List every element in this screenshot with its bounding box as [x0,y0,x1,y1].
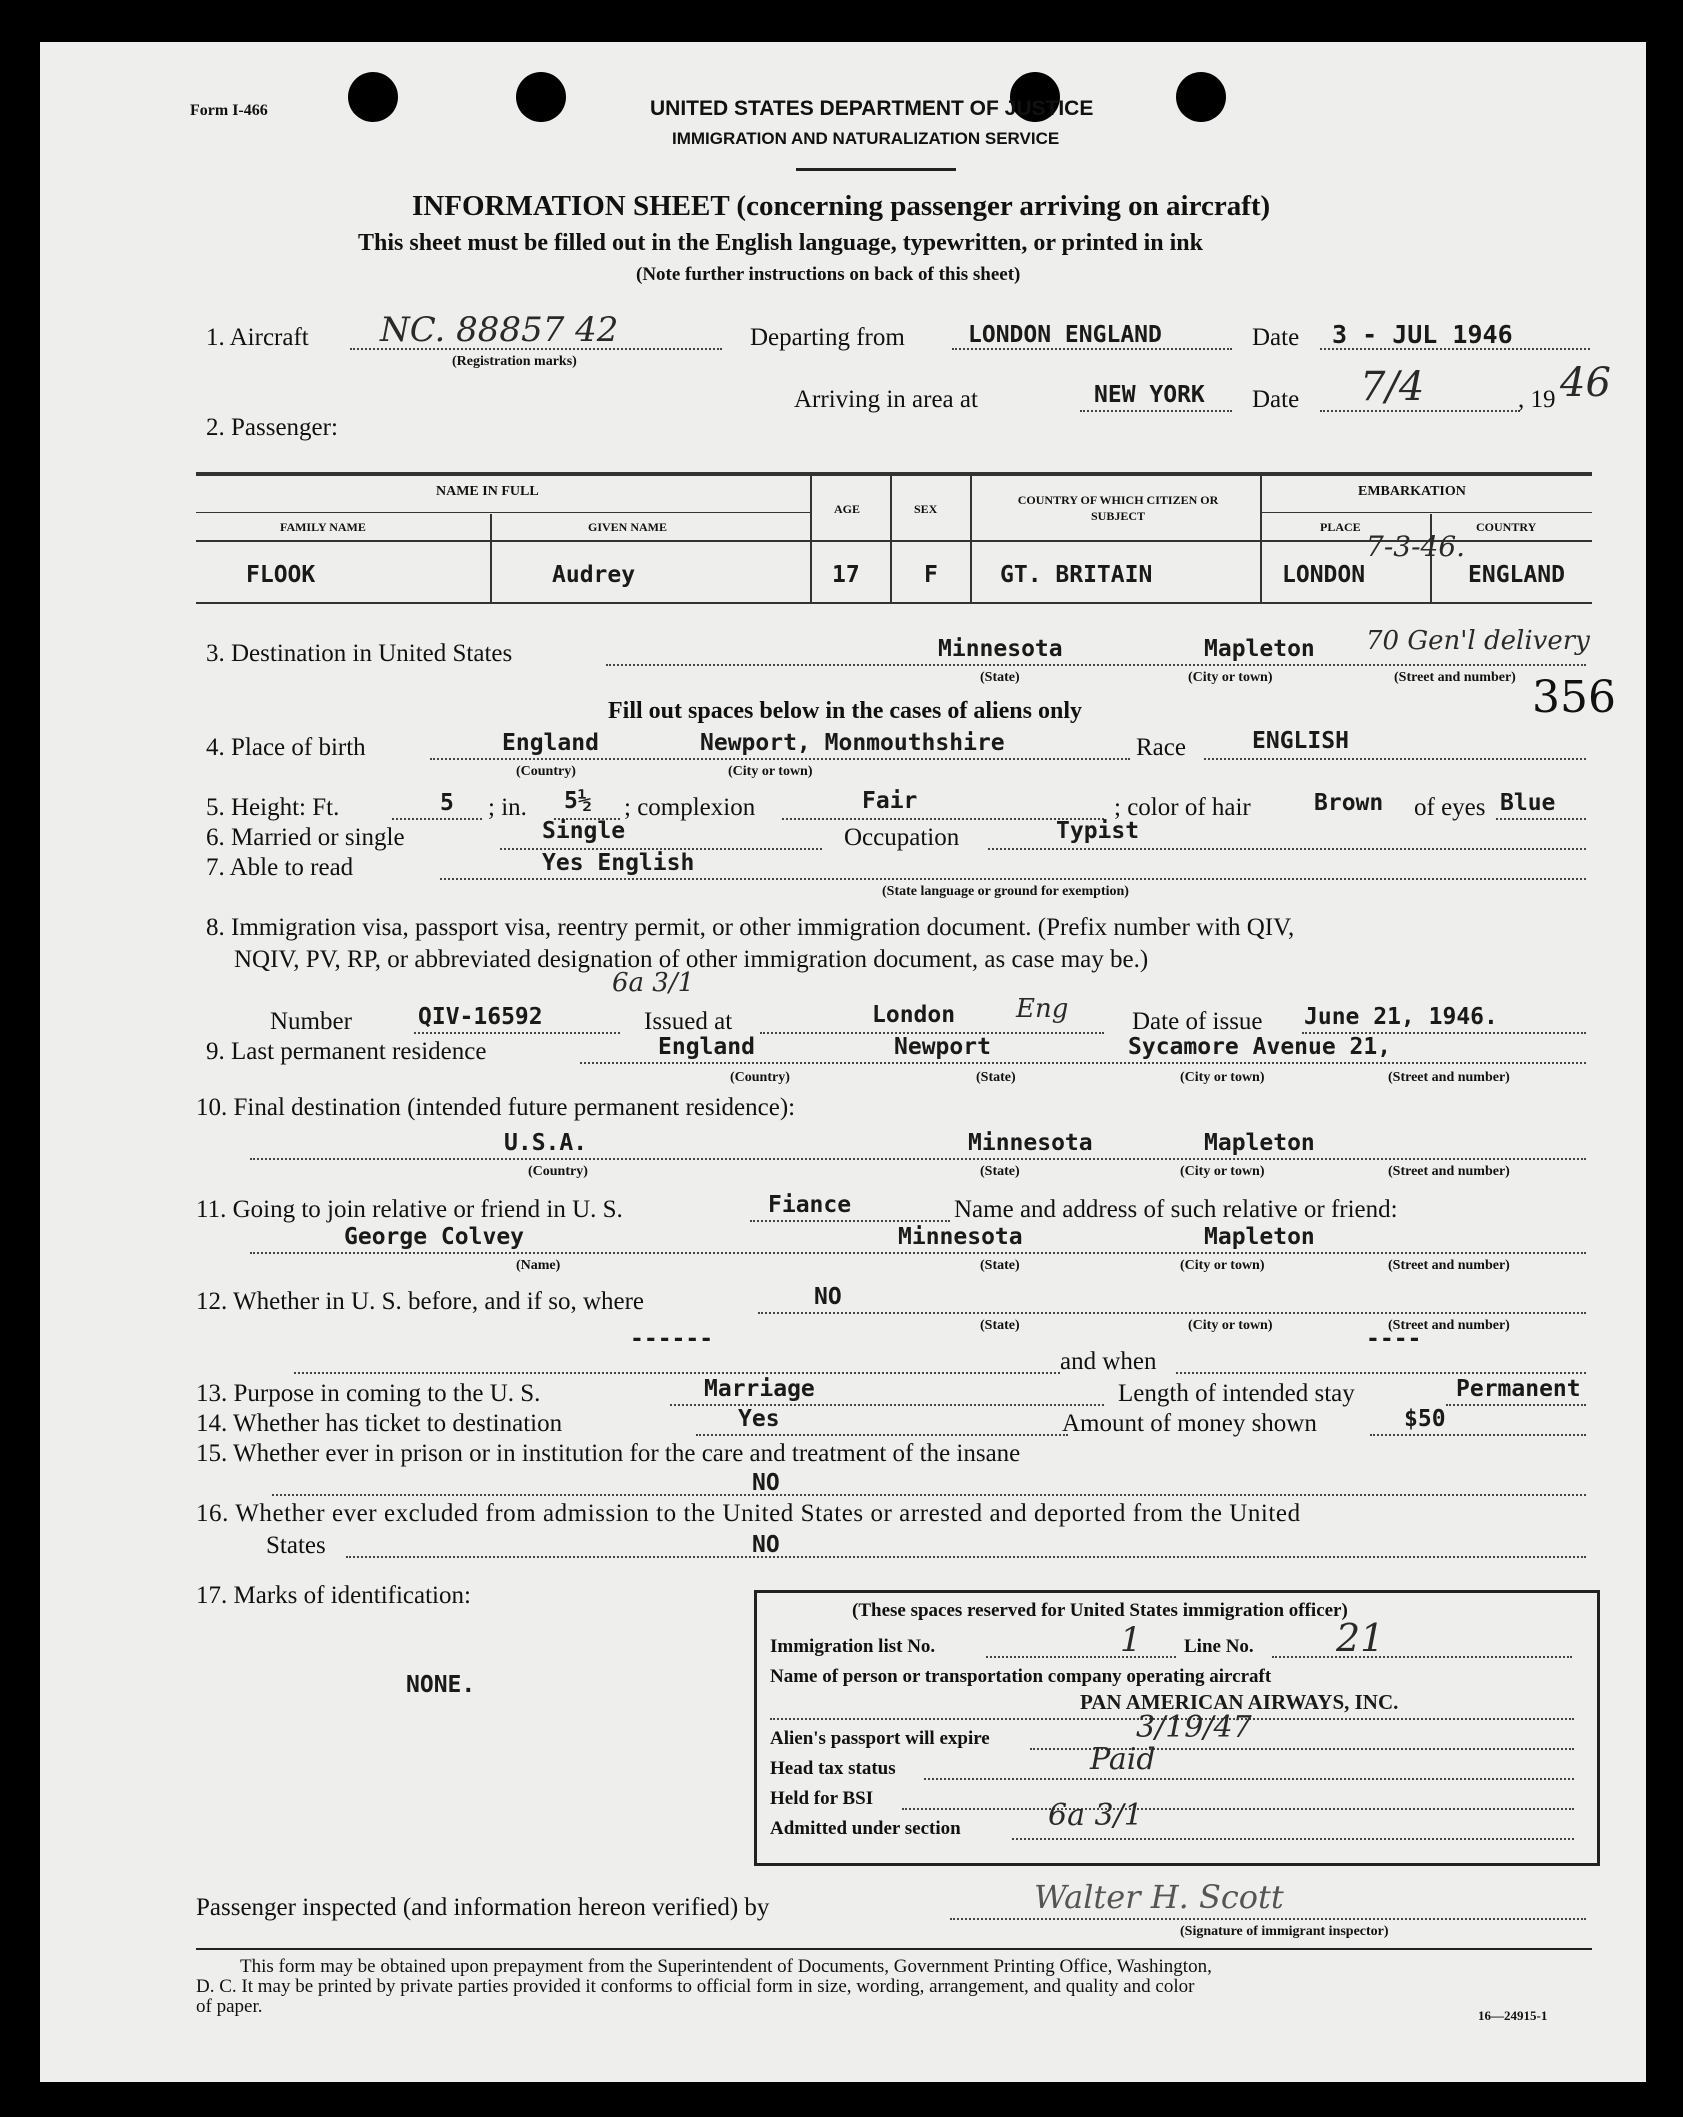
header-rule [796,168,956,171]
previous-visit-value: NO [814,1284,842,1310]
list-value: 1 [1120,1620,1142,1660]
visa-issued-hand: Eng [1016,994,1069,1024]
table-emb-subheader-rule [1262,512,1592,513]
section-line [1012,1838,1574,1840]
embarkation-date-handwritten: 7-3-46. [1366,530,1466,563]
street-caption: (Street and number) [1394,670,1516,685]
passenger-label: 2. Passenger: [206,414,338,441]
state-caption: (State) [980,670,1020,685]
footer-line3: of paper. [196,1996,263,2017]
visa-label-line1: 8. Immigration visa, passport visa, reentry permit, or other immigration document. (Prefix number with QIV, [206,914,1295,941]
arriving-line [1080,410,1232,412]
punch-hole [1176,72,1226,122]
punch-hole [348,72,398,122]
header-emb-country: COUNTRY [1476,520,1537,534]
eyes-value: Blue [1500,790,1556,816]
destination-line [606,664,1586,666]
residence-line [580,1062,1586,1064]
visa-issued-label: Issued at [644,1008,733,1035]
relative-city-caption: (City or town) [1180,1258,1265,1273]
final-country: U.S.A. [504,1130,588,1156]
relative-line [250,1252,1586,1254]
relative-name-caption: (Name) [516,1258,561,1273]
arrival-date-value: 7/4 [1360,364,1425,410]
hair-label: ; color of hair [1114,794,1251,821]
purpose-line [670,1404,1104,1406]
line-value: 21 [1336,1616,1385,1660]
occupation-value: Typist [1056,818,1140,844]
occupation-label: Occupation [844,824,960,851]
arrival-date-line [1320,410,1520,412]
excluded-line [346,1556,1586,1558]
header-country-citizen: COUNTRY OF WHICH CITIZEN OR SUBJECT [1017,493,1219,523]
race-line [1204,758,1586,760]
visa-hand-note: 6a 3/1 [612,968,695,998]
instruction-note: (Note further instructions on back of this sheet) [636,264,1021,285]
prison-label: 15. Whether ever in prison or in institution for the care and treatment of the insane [196,1440,1021,1467]
height-ft-value: 5 [440,790,454,816]
line-label: Line No. [1184,1636,1254,1657]
table-col-divider [890,474,892,602]
arrival-year-suffix: 46 [1560,360,1611,406]
instruction-line: This sheet must be filled out in the English language, typewritten, or printed in ink [358,230,1203,256]
header-embarkation: EMBARKATION [1358,484,1466,499]
birth-country-caption: (Country) [516,764,576,779]
money-label: Amount of money shown [1062,1410,1317,1437]
complexion-label: ; complexion [624,794,756,821]
final-state-caption: (State) [980,1164,1020,1179]
header-sex: SEX [914,502,938,516]
section-label: Admitted under section [770,1818,961,1839]
visa-label-line2: NQIV, PV, RP, or abbreviated designation of other immigration document, as case may be.) [234,946,1149,973]
inspector-signature: Walter H. Scott [1034,1878,1284,1916]
stay-label: Length of intended stay [1118,1380,1355,1407]
relation-value: Fiance [768,1192,852,1218]
signature-line [950,1918,1586,1920]
passenger-age: 17 [832,562,860,588]
visa-date-label: Date of issue [1132,1008,1263,1035]
birth-country: England [502,730,599,756]
residence-country-caption: (Country) [730,1070,790,1085]
previous-visit-line [758,1312,1586,1314]
height-ft-line [392,818,482,820]
residence-state-caption: (State) [976,1070,1016,1085]
purpose-value: Marriage [704,1376,815,1402]
birth-city: Newport, Monmouthshire [700,730,1005,756]
header-name-in-full: NAME IN FULL [436,484,539,499]
ticket-label: 14. Whether has ticket to destination [196,1410,563,1437]
final-destination-label: 10. Final destination (intended future permanent residence): [196,1094,796,1121]
relative-city: Mapleton [1204,1224,1315,1250]
table-col-divider [810,474,812,602]
and-when-label: and when [1060,1348,1157,1375]
purpose-label: 13. Purpose in coming to the U. S. [196,1380,541,1407]
signature-caption: (Signature of immigrant inspector) [1180,1924,1389,1939]
header-given-name: GIVEN NAME [588,520,668,534]
footer-rule [196,1948,1592,1950]
money-value: $50 [1404,1406,1446,1432]
stay-line [1446,1404,1586,1406]
final-city: Mapleton [1204,1130,1315,1156]
table-col-divider [1260,474,1262,602]
punch-hole [516,72,566,122]
read-line [440,878,1586,880]
company-label: Name of person or transportation company operating aircraft [770,1666,1272,1687]
aliens-note: Fill out spaces below in the cases of aliens only [608,698,1083,724]
arriving-value: NEW YORK [1094,382,1205,408]
previous-when-line-right [1176,1372,1586,1374]
headtax-line [924,1778,1574,1780]
marks-value: NONE. [406,1672,476,1698]
final-country-caption: (Country) [528,1164,588,1179]
arrival-date-label: Date [1252,386,1300,413]
departing-line [952,348,1232,350]
marital-label: 6. Married or single [206,824,405,851]
birthplace-line [430,758,1130,760]
departure-date-label: Date [1252,324,1300,351]
stamp-number: 356 [1532,672,1616,723]
marks-label: 17. Marks of identification: [196,1582,471,1609]
residence-label: 9. Last permanent residence [206,1038,487,1065]
footer-line1: This form may be obtained upon prepayment from the Superintendent of Documents, Government Printing Office, Washington, [240,1956,1212,1977]
previous-city-caption: (City or town) [1188,1318,1273,1333]
form-number: Form I-466 [190,102,268,119]
header-family-name: FAMILY NAME [280,520,366,534]
race-label: Race [1136,734,1186,761]
destination-label: 3. Destination in United States [206,640,513,667]
race-value: ENGLISH [1252,728,1349,754]
department-title: UNITED STATES DEPARTMENT OF JUSTICE [650,97,1094,120]
join-relative-label: 11. Going to join relative or friend in U. S. [196,1196,623,1223]
hair-value: Brown [1314,790,1384,816]
sheet-title: INFORMATION SHEET (concerning passenger arriving on aircraft) [412,190,1271,222]
list-line [986,1656,1176,1658]
previous-dash-left: ------ [630,1326,714,1352]
final-street-caption: (Street and number) [1388,1164,1510,1179]
birthplace-label: 4. Place of birth [206,734,366,761]
ticket-value: Yes [738,1406,780,1432]
excluded-label-line1: 16. Whether ever excluded from admission to the United States or arrested and deported from the United [196,1500,1301,1527]
complexion-value: Fair [862,788,918,814]
passenger-given-name: Audrey [552,562,636,588]
passenger-citizenship: GT. BRITAIN [1000,562,1153,588]
stay-value: Permanent [1456,1376,1581,1402]
registration-caption: (Registration marks) [452,354,577,369]
height-in-value: 5½ [564,788,592,814]
table-col-divider [490,514,492,602]
header-age: AGE [834,502,861,516]
bsi-label: Held for BSI [770,1788,874,1809]
section-value: 6a 3/1 [1048,1798,1143,1833]
table-subheader-rule [196,512,810,513]
passenger-sex: F [924,562,938,588]
prison-value: NO [752,1470,780,1496]
visa-number-value: QIV-16592 [418,1004,543,1030]
table-col-divider [970,474,972,602]
headtax-value: Paid [1090,1742,1156,1777]
final-state: Minnesota [968,1130,1093,1156]
arrival-year-prefix: , 19 [1518,386,1556,413]
read-caption: (State language or ground for exemption) [882,884,1129,899]
residence-state: Newport [894,1034,991,1060]
headtax-label: Head tax status [770,1758,896,1779]
passport-label: Alien's passport will expire [770,1728,990,1749]
table-bottom-rule [196,602,1592,604]
visa-date-value: June 21, 1946. [1304,1004,1498,1030]
aircraft-label: 1. Aircraft [206,324,309,351]
passenger-family-name: FLOOK [246,562,316,588]
relative-state: Minnesota [898,1224,1023,1250]
previous-when-line-left [294,1372,1060,1374]
height-label: 5. Height: Ft. [206,794,340,821]
officer-box-title: (These spaces reserved for United States immigration officer) [852,1600,1348,1621]
bsi-line [902,1808,1574,1810]
read-label: 7. Able to read [206,854,354,881]
previous-state-caption: (State) [980,1318,1020,1333]
residence-city: Sycamore Avenue 21, [1128,1034,1392,1060]
destination-city: Mapleton [1204,636,1315,662]
relative-state-caption: (State) [980,1258,1020,1273]
footer-code: 16—24915-1 [1478,2008,1548,2023]
aircraft-value: NC. 88857 42 [380,310,619,350]
previous-street-caption: (Street and number) [1388,1318,1510,1333]
embarkation-country: ENGLAND [1468,562,1565,588]
residence-street-caption: (Street and number) [1388,1070,1510,1085]
line-line [1272,1656,1572,1658]
inspection-label: Passenger inspected (and information hereon verified) by [196,1894,770,1921]
table-top-rule [196,472,1592,476]
final-city-caption: (City or town) [1180,1164,1265,1179]
visa-number-line [414,1032,620,1034]
relation-line [750,1220,950,1222]
service-title: IMMIGRATION AND NATURALIZATION SERVICE [672,129,1060,148]
marital-value: Single [542,818,626,844]
birth-city-caption: (City or town) [728,764,813,779]
occupation-line [988,848,1586,850]
document-page [40,42,1646,2082]
previous-dash-right: ---- [1366,1326,1422,1352]
company-value: PAN AMERICAN AIRWAYS, INC. [1080,1690,1399,1714]
departure-date-value: 3 - JUL 1946 [1332,320,1513,349]
departing-value: LONDON ENGLAND [968,322,1162,348]
final-destination-line [250,1158,1586,1160]
eyes-label: of eyes [1414,794,1486,821]
excluded-label-line2: States [266,1532,326,1559]
excluded-value: NO [752,1532,780,1558]
residence-country: England [658,1034,755,1060]
visa-issued-value: London [872,1002,956,1028]
previous-visit-label: 12. Whether in U. S. before, and if so, where [196,1288,645,1315]
destination-street-handwritten: 70 Gen'l delivery [1366,626,1590,656]
money-line [1370,1434,1586,1436]
arriving-label: Arriving in area at [794,386,978,413]
departing-label: Departing from [750,324,905,351]
height-in-label: ; in. [488,794,527,821]
city-caption: (City or town) [1188,670,1273,685]
relative-street-caption: (Street and number) [1388,1258,1510,1273]
passport-value: 3/19/47 [1136,1710,1252,1745]
footer-line2: D. C. It may be printed by private parties provided it conforms to official form in size, wording, arrangement, and quality and color [196,1976,1195,1997]
prison-line [272,1494,1586,1496]
embarkation-place: LONDON [1282,562,1366,588]
eyes-line [1496,818,1586,820]
visa-number-label: Number [270,1008,352,1035]
destination-state: Minnesota [938,636,1063,662]
residence-city-caption: (City or town) [1180,1070,1265,1085]
relative-name: George Colvey [344,1224,525,1250]
read-value: Yes English [542,850,695,876]
list-label: Immigration list No. [770,1636,936,1657]
ticket-line [696,1434,1068,1436]
header-place: PLACE [1320,520,1361,534]
relative-name-label: Name and address of such relative or friend: [954,1196,1398,1223]
